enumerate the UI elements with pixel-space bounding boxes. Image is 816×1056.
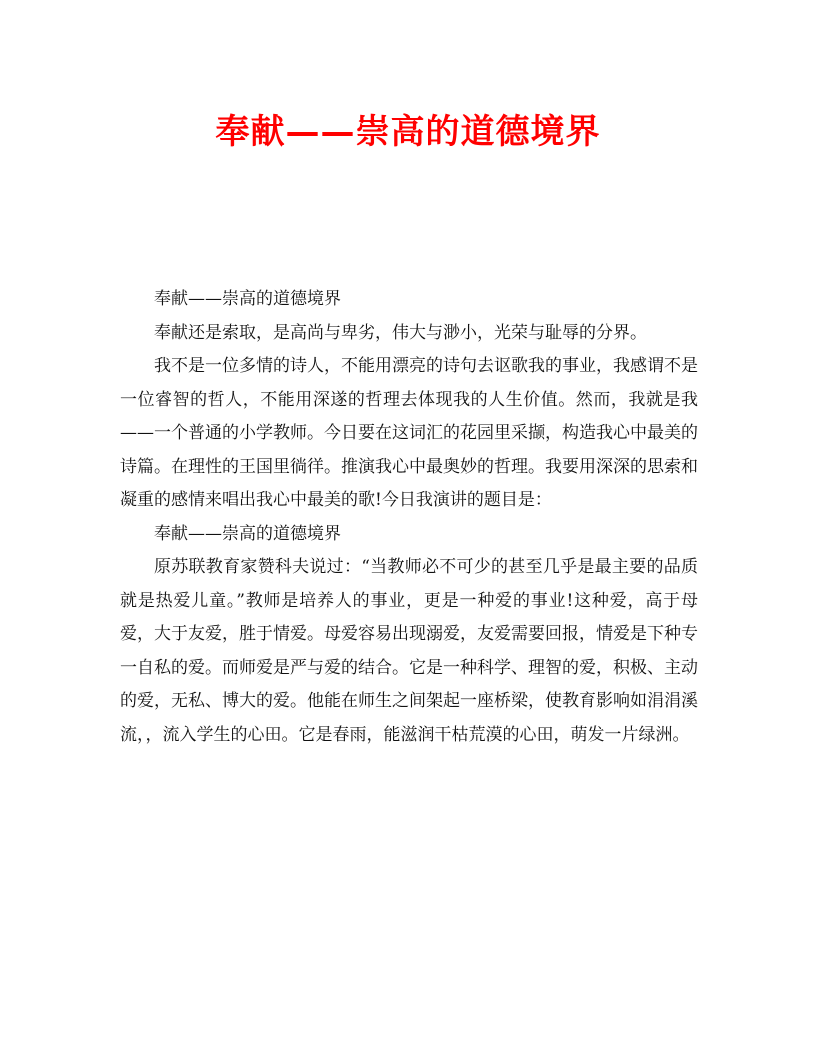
paragraph-teacher-love: 原苏联教育家赞科夫说过：“当教师必不可少的甚至几乎是最主要的品质就是热爱儿童。”教师是培养人的事业，更是一种爱的事业!这种爱，高于母爱，大于友爱，胜于情爱。母爱容易出现溺爱，友爱需要回报，情爱是下种专一自私的爱。而师爱是严与爱的结合。它是一种科学、理智的爱，积极、主动的爱，无私、博大的爱。他能在师生之间架起一座桥梁，使教育影响如涓涓溪流，，流入学生的心田。它是春雨，能滋润干枯荒漠的心田，萌发一片绿洲。 — [120, 557, 698, 745]
paragraph-subtitle: 奉献——崇高的道德境界 — [154, 289, 341, 309]
paragraph-self-intro: 我不是一位多情的诗人，不能用漂亮的诗句去讴歌我的事业，我感谓不是一位睿智的哲人，不能用深遂的哲理去体现我的人生价值。然而，我就是我——一个普通的小学教师。今日要在这词汇的花园里采撷，构造我心中最美的诗篇。在理性的王国里徜徉。推演我心中最奥妙的哲理。我要用深深的思索和凝重的感情来唱出我心中最美的歌!今日我演讲的题目是： — [120, 356, 698, 510]
document-body — [120, 283, 698, 752]
paragraph-topic-heading: 奉献——崇高的道德境界 — [154, 523, 341, 544]
paragraph-intro: 奉献还是索取，是高尚与卑劣，伟大与渺小，光荣与耻辱的分界。 — [154, 322, 647, 343]
document-title: 奉献——崇高的道德境界 — [215, 112, 601, 152]
